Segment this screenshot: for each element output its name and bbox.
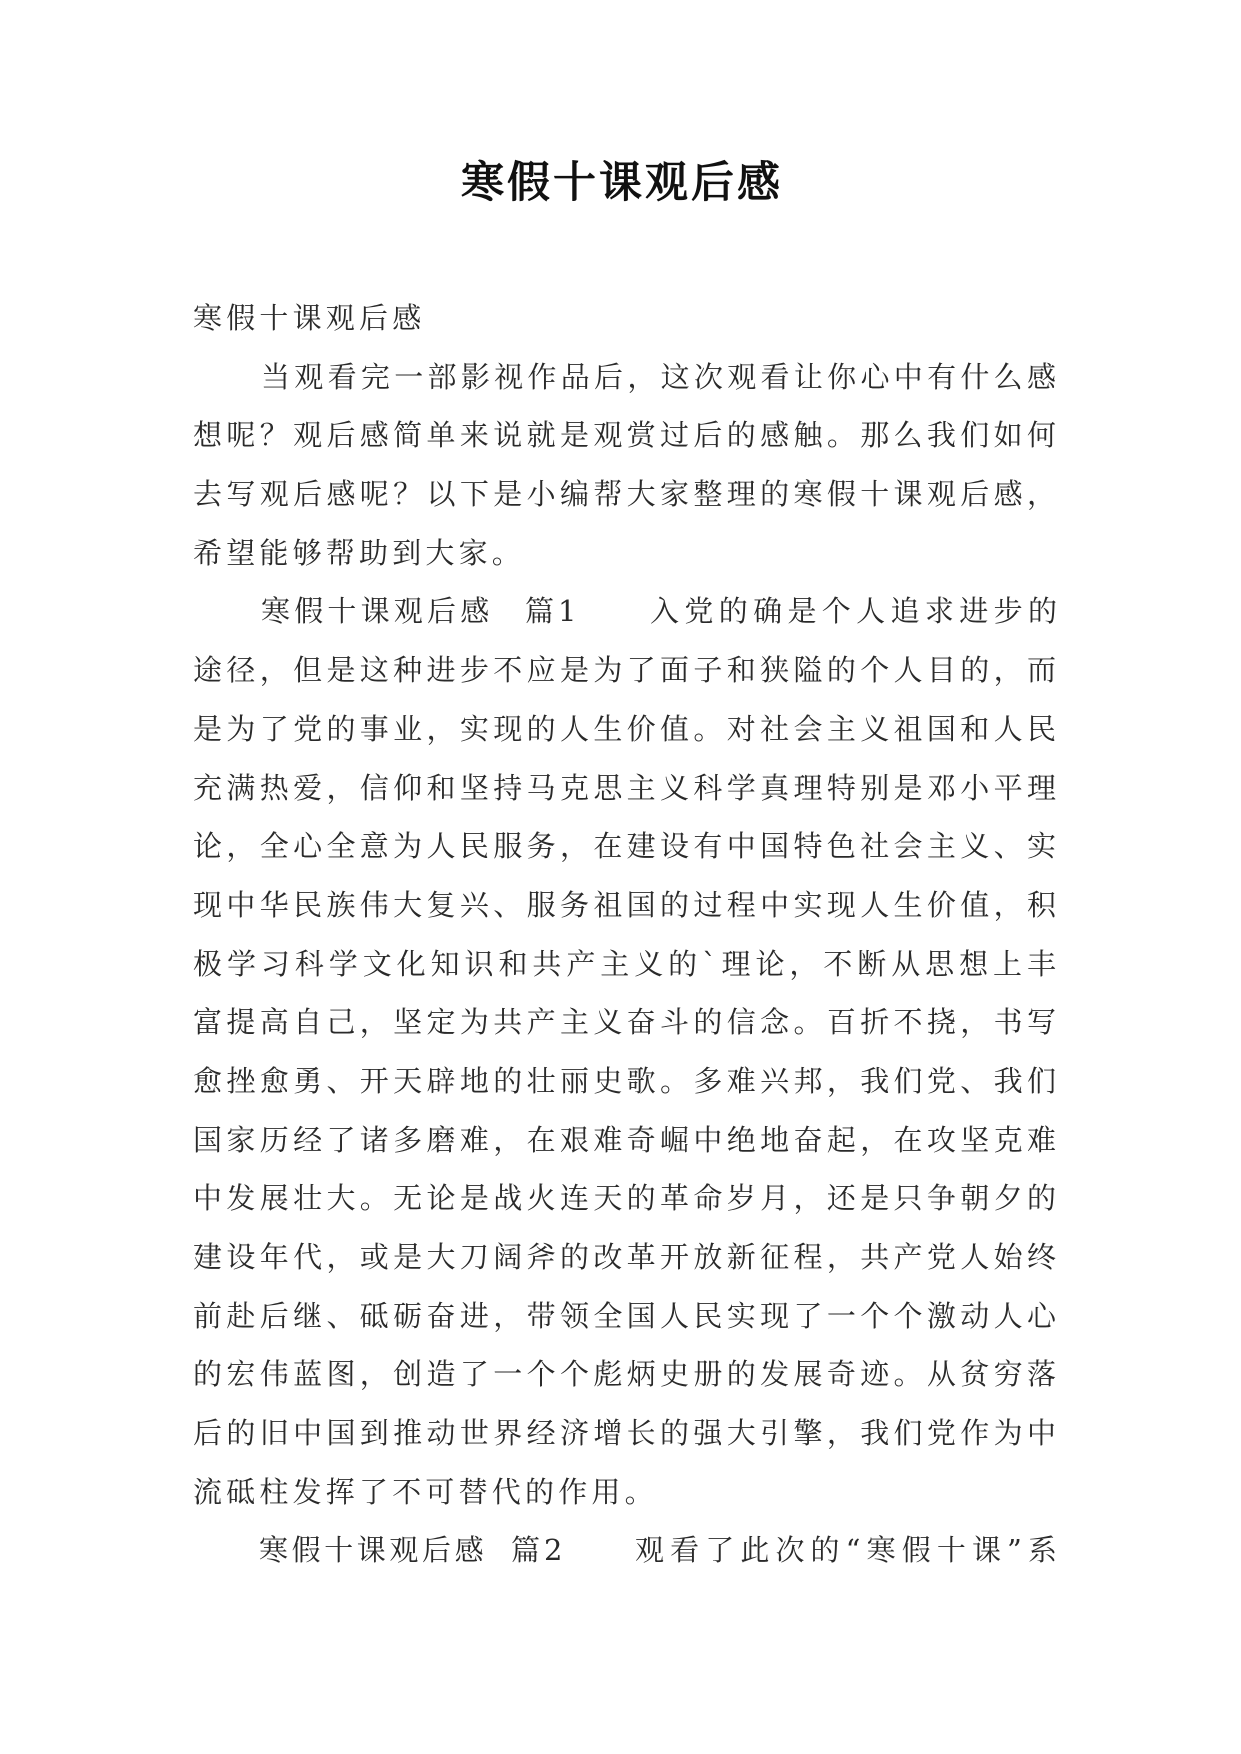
section-lead-text: 观看了此次的“寒假十课”系 bbox=[635, 1533, 1059, 1568]
section-line: 前赴后继、砥砺奋进，带领全国人民实现了一个个激动人心 bbox=[193, 1298, 1059, 1333]
section-lead-text: 入党的确是个人追求进步的 bbox=[650, 594, 1059, 629]
section-line: 充满热爱，信仰和坚持马克思主义科学真理特别是邓小平理 bbox=[193, 770, 1059, 805]
intro-line: 想呢？观后感简单来说就是观赏过后的感触。那么我们如何 bbox=[193, 418, 1059, 453]
section-line: 国家历经了诸多磨难，在艰难奇崛中绝地奋起，在攻坚克难 bbox=[193, 1122, 1059, 1157]
section-label: 篇1 bbox=[525, 594, 581, 629]
section-heading-row bbox=[193, 1521, 1059, 1580]
section-line: 的宏伟蓝图，创造了一个个彪炳史册的发展奇迹。从贫穷落 bbox=[193, 1357, 1059, 1392]
section-line: 论，全心全意为人民服务，在建设有中国特色社会主义、实 bbox=[193, 829, 1059, 864]
section-line: 富提高自己，坚定为共产主义奋斗的信念。百折不挠，书写 bbox=[193, 1005, 1059, 1040]
document-body bbox=[193, 289, 1059, 1580]
section-heading-row bbox=[193, 582, 1059, 641]
section-line: 流砥柱发挥了不可替代的作用。 bbox=[193, 1474, 658, 1509]
section-line: 现中华民族伟大复兴、服务祖国的过程中实现人生价值，积 bbox=[193, 887, 1059, 922]
section-line: 建设年代，或是大刀阔斧的改革开放新征程，共产党人始终 bbox=[193, 1240, 1059, 1274]
intro-line: 去写观后感呢？以下是小编帮大家整理的寒假十课观后感， bbox=[193, 477, 1059, 512]
document-title: 寒假十课观后感 bbox=[461, 158, 783, 208]
section-label: 篇2 bbox=[511, 1533, 567, 1568]
section-line: 中发展壮大。无论是战火连天的革命岁月，还是只争朝夕的 bbox=[193, 1181, 1059, 1216]
section-heading: 寒假十课观后感 bbox=[259, 1533, 488, 1568]
intro-line: 希望能够帮助到大家。 bbox=[193, 535, 526, 570]
section-line: 愈挫愈勇、开天辟地的壮丽史歌。多难兴邦，我们党、我们 bbox=[193, 1063, 1059, 1098]
section-line: 是为了党的事业，实现的人生价值。对社会主义祖国和人民 bbox=[193, 711, 1059, 746]
section-line: 极学习科学文化知识和共产主义的`理论，不断从思想上丰 bbox=[193, 946, 1059, 981]
document-subheading: 寒假十课观后感 bbox=[193, 301, 426, 335]
section-line: 途径，但是这种进步不应是为了面子和狭隘的个人目的，而 bbox=[193, 653, 1059, 688]
section-line: 后的旧中国到推动世界经济增长的强大引擎，我们党作为中 bbox=[193, 1416, 1059, 1451]
intro-line: 当观看完一部影视作品后，这次观看让你心中有什么感 bbox=[261, 359, 1059, 394]
section-heading: 寒假十课观后感 bbox=[261, 594, 494, 629]
